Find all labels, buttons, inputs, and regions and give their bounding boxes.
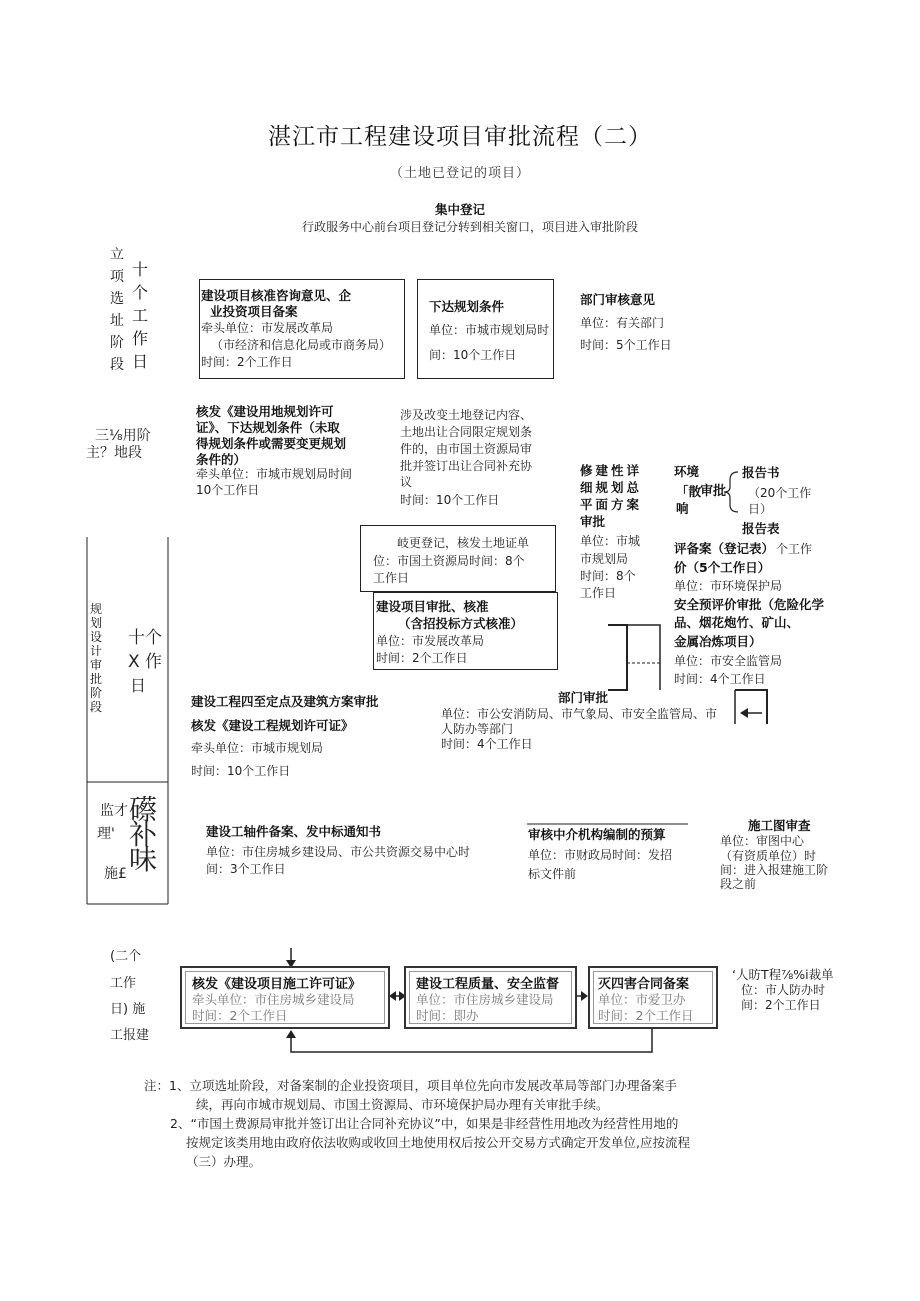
detail-plan-line2: 细规划总 <box>580 480 643 495</box>
planning-title: 下达规划条件 <box>429 299 505 314</box>
env-left3: 响 <box>676 501 689 516</box>
quality-safety-unit: 单位：市住房城乡建设局 <box>416 992 554 1007</box>
landuse-permit-line4: 条件的） <box>196 452 247 467</box>
budget-line2: 单位：市财政局时间：发招 <box>528 848 673 862</box>
env-report-book: 报告书 <box>742 465 780 480</box>
pest-contract-title: 灭四害合同备案 <box>598 977 690 992</box>
project-approval-line4: 时间：2个工作日 <box>376 651 468 665</box>
quality-safety-title: 建设工程质量、安全监督 <box>416 977 560 992</box>
project-approval-line1: 建设项目审批、核准 <box>376 599 489 614</box>
construction-permit-title: 核发《建设项目施工许可证》 <box>192 977 362 992</box>
land-contract-line3: 件的，由市国土资源局审 <box>400 442 533 456</box>
env-report-table: 报告表 <box>742 521 780 536</box>
env-registry1: 评备案（登记表） <box>674 541 775 556</box>
stage3-duration-3: 日 <box>130 676 147 695</box>
stage4-big2: 补 <box>129 818 158 851</box>
landuse-permit-line1: 核发《建设用地规划许可 <box>196 404 334 419</box>
note-1a: 注：1、立项选址阶段，对备案制的企业投资项目，项目单位先向市发展改革局等部门办理备案手 <box>144 1078 677 1093</box>
landuse-permit-line3: 得规划条件或需要变更规划 <box>196 436 347 451</box>
change-reg-line1: 岐更登记，核发土地证单 <box>397 536 530 550</box>
detail-plan-line8: 工作日 <box>580 586 617 600</box>
budget-line3: 标文件前 <box>528 867 577 881</box>
stage5-label4: 工报建 <box>110 1028 150 1043</box>
drawing-line5: 段之前 <box>720 877 757 891</box>
detail-plan-line3: 平面方案 <box>580 497 643 512</box>
scheme-line3: 牵头单位：市城市规划局 <box>191 741 324 755</box>
pest-contract-unit: 单位：市爱卫办 <box>598 992 686 1007</box>
env-unit: 单位：市环境保护局 <box>674 579 783 593</box>
quality-safety-time: 时间：即办 <box>416 1008 479 1023</box>
env-price: 价（5个工作日） <box>674 560 771 575</box>
land-contract-line6: 时间：10个工作日 <box>400 493 500 507</box>
drawing-line1: 施工图审查 <box>748 818 811 833</box>
page-title: 湛江市工程建设项目审批流程（二） <box>268 124 652 150</box>
page-subtitle: （土地已登记的项目） <box>389 166 530 181</box>
planning-time: 间：10个工作日 <box>429 348 517 362</box>
safety-line1: 安全预评价审批（危险化学 <box>674 597 825 612</box>
stage3-duration-1: 十个 <box>128 628 162 648</box>
note-2a: 2、“市国土费源局审批并签订出让合同补充协议”中，如果是非经营性用地改为经营性用地的 <box>170 1116 679 1131</box>
stage5-label1: (二个 <box>110 949 142 964</box>
drawing-line3: （有资质单位）时 <box>720 849 817 863</box>
land-contract-line2: 土地出让合同限定规划条 <box>400 425 533 439</box>
env-report-time2: 日） <box>748 502 773 516</box>
dept-opinion-time: 时间：5个工作日 <box>580 338 672 352</box>
env-left2: 「散 <box>676 484 702 499</box>
filing-notice-line3: 间：3个工作日 <box>206 862 286 876</box>
dept-review-line3: 时间：4个工作日 <box>441 737 533 751</box>
project-approval-line2: （含招投标方式核准） <box>398 616 524 631</box>
filing-line5: 时间：2个工作日 <box>201 355 293 369</box>
stage1-label: 立 项 选 址 阶 段 <box>110 247 124 373</box>
detail-plan-line1: 修建性详 <box>580 463 643 478</box>
env-mid: 审批 <box>700 484 727 499</box>
stage2-label-1: 三⅛用阶 <box>95 428 151 444</box>
filing-notice-line2: 单位：市住房城乡建设局、市公共资源交易中心时 <box>206 845 471 859</box>
safety-line2: 品、烟花炮竹、矿山、 <box>674 615 800 630</box>
note-2b: 按规定该类用地由政府依法收购或收回土地使用权后按公开交易方式确定开发单位,应按流程 <box>186 1135 690 1150</box>
registration-heading: 集中登记 <box>434 202 485 217</box>
dept-review-title: 部门审批 <box>558 690 609 705</box>
env-report-time1: （20个工作 <box>748 486 812 500</box>
change-reg-line2: 位：市国土资源局时间：8个 <box>373 554 525 568</box>
civil-defense-line3: 间：2个工作日 <box>741 998 821 1012</box>
detail-plan-line5: 单位：市城 <box>580 534 641 548</box>
stage3-duration-2: X 作 <box>128 652 163 672</box>
filing-notice-line1: 建设工轴件备案、发中标通知书 <box>206 824 382 839</box>
filing-line4: （市经济和信息化局或市商务局） <box>211 338 392 352</box>
stage5-label2: 工作 <box>110 976 137 991</box>
construction-permit-unit: 牵头单位：市住房城乡建设局 <box>192 992 355 1007</box>
stage2-label-2: 主？地段 <box>86 445 142 461</box>
detail-plan-line7: 时间：8个 <box>580 569 636 583</box>
note-1b: 续，再向市城市规划局、市国土资源局、市环境保护局办理有关审批手续。 <box>196 1097 609 1112</box>
stage1-duration: 十 个 工 作 日 <box>131 260 148 371</box>
civil-defense-line1: ‘人昉T程⅞%i裁单 <box>732 967 834 982</box>
stage4-label1: 监才 <box>100 803 128 819</box>
civil-defense-line2: 位：市人防办时 <box>741 983 826 997</box>
scheme-line1: 建设工程四至定点及建筑方案审批 <box>191 694 379 709</box>
stage4-big3: 味 <box>129 843 158 876</box>
scheme-line2: 核发《建设工程规划许可证》 <box>191 718 354 733</box>
dept-opinion-unit: 单位：有关部门 <box>580 316 665 330</box>
stage5-label3: 日) 施 <box>110 1002 146 1017</box>
stage4-big1: 礤 <box>129 793 158 826</box>
safety-line5: 时间：4个工作日 <box>674 672 766 686</box>
stage4-label2: 理' <box>97 826 115 842</box>
stage4-label3: 施£ <box>104 866 127 882</box>
env-registry2: 个工作 <box>776 542 813 556</box>
landuse-permit-line6: 10个工作日 <box>196 483 260 497</box>
detail-plan-line4: 审批 <box>580 514 606 529</box>
filing-line2: 业投资项目备案 <box>210 304 298 319</box>
land-contract-line1: 涉及改变土地登记内容、 <box>400 408 533 422</box>
dept-opinion-title: 部门审核意见 <box>580 292 656 307</box>
landuse-permit-line5: 牵头单位：市城市规划局时间 <box>196 467 353 481</box>
stage3-label: 规 划 设 计 审 批 阶 段 <box>89 602 102 714</box>
landuse-permit-line2: 证》、下达规划条件（未取 <box>196 420 340 435</box>
budget-line1: 审核中介机构编制的预算 <box>528 827 666 842</box>
drawing-line2: 单位：审图中心 <box>720 834 805 848</box>
change-reg-line3: 工作日 <box>373 571 410 585</box>
drawing-line4: 间：进入报建施工阶 <box>720 863 829 877</box>
pest-contract-time: 时间：2个工作日 <box>598 1008 694 1023</box>
filing-line3: 牵头单位：市发展改革局 <box>201 321 334 335</box>
safety-line3: 金属冶炼项目） <box>674 634 762 649</box>
filing-line1: 建设项目核准咨询意见、企 <box>201 288 352 303</box>
dept-review-line1: 单位：市公安消防局、市气象局、市安全监管局、市 <box>441 707 718 721</box>
project-approval-line3: 单位：市发展改革局 <box>376 634 485 648</box>
planning-unit: 单位：市城市规划局时 <box>429 323 550 337</box>
scheme-line4: 时间：10个工作日 <box>191 764 291 778</box>
dept-review-line2: 人防办等部门 <box>441 722 514 736</box>
land-contract-line5: 议 <box>400 475 413 489</box>
construction-permit-time: 时间：2个工作日 <box>192 1008 288 1023</box>
registration-text: 行政服务中心前台项目登记分转到相关窗口，项目进入审批阶段 <box>301 220 638 234</box>
detail-plan-line6: 市规划局 <box>580 552 629 566</box>
land-contract-line4: 批并签订出让合同补充协 <box>400 459 533 473</box>
note-2c: （三）办理。 <box>186 1154 262 1169</box>
env-left1: 环境 <box>674 464 700 479</box>
safety-line4: 单位：市安全监管局 <box>674 654 783 668</box>
